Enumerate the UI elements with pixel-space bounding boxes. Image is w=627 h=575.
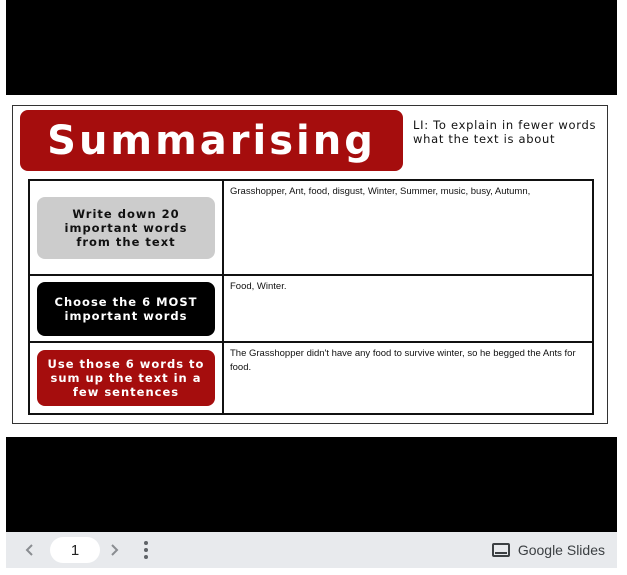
table-row <box>30 343 592 413</box>
google-slides-link[interactable] <box>492 532 605 568</box>
steps-table <box>28 179 594 415</box>
step-3-answer: The Grasshopper didn't have any food to survive winter, so he begged the Ants for food. <box>230 348 576 373</box>
step-2-label: Choose the 6 MOST important words <box>37 282 215 336</box>
step-1-label: Write down 20 important words from the text <box>37 197 215 259</box>
step-3-label: Use those 6 words to sum up the text in a few sentences <box>37 350 215 406</box>
step-cell <box>30 343 224 413</box>
slide-title: Summarising <box>47 117 376 164</box>
more-vertical-icon <box>144 541 148 545</box>
brand-label: Google Slides <box>517 542 605 558</box>
next-slide-button[interactable] <box>100 536 128 564</box>
page-number-input[interactable] <box>50 537 100 563</box>
slide <box>6 95 617 437</box>
step-cell <box>30 276 224 341</box>
chevron-left-icon <box>23 543 37 557</box>
slides-icon <box>492 543 510 557</box>
presentation-viewer <box>6 0 617 532</box>
step-1-answer: Grasshopper, Ant, food, disgust, Winter, Summer, music, busy, Autumn, <box>230 186 531 197</box>
table-row <box>30 181 592 276</box>
title-banner <box>20 110 403 171</box>
viewer-toolbar <box>6 532 617 568</box>
chevron-right-icon <box>107 543 121 557</box>
learning-intention: LI: To explain in fewer words what the text is about <box>413 118 597 146</box>
more-vertical-icon <box>144 555 148 559</box>
more-options-button[interactable] <box>136 536 156 564</box>
table-row <box>30 276 592 343</box>
step-2-answer: Food, Winter. <box>230 281 287 292</box>
more-vertical-icon <box>144 548 148 552</box>
previous-slide-button[interactable] <box>16 536 44 564</box>
step-cell <box>30 181 224 274</box>
